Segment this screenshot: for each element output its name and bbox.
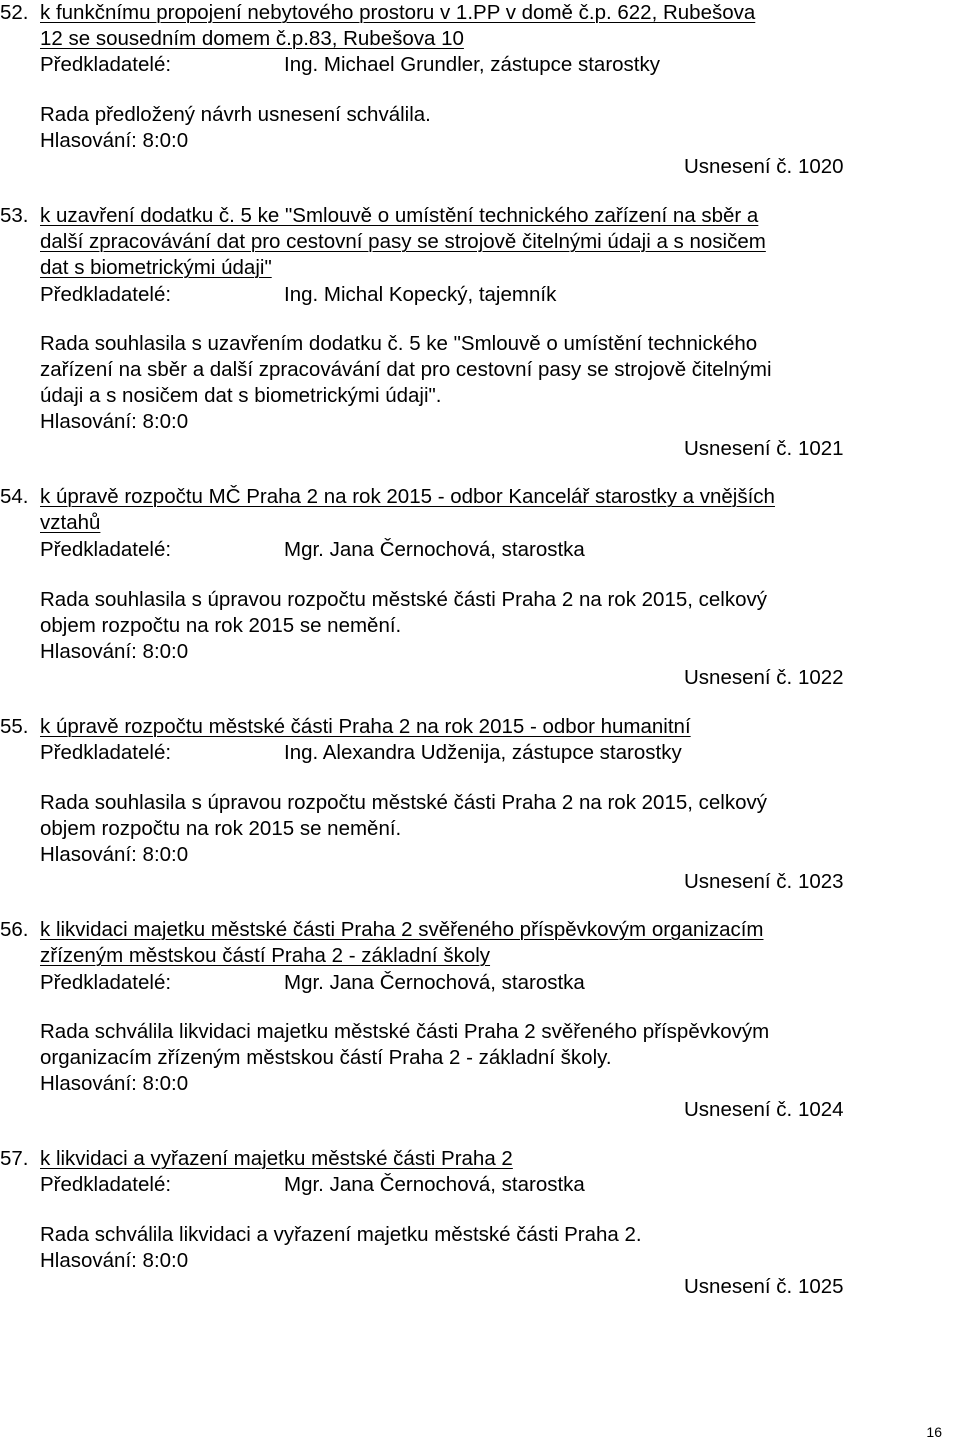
item-number: 53. [0, 204, 29, 227]
item-title: k likvidaci a vyřazení majetku městské části Praha 2 [40, 1147, 513, 1170]
item-title: k funkčnímu propojení nebytového prostoru v 1.PP v domě č.p. 622, Rubešova [40, 1, 756, 24]
resolution-text: zařízení na sběr a další zpracovávání dat pro cestovní pasy se strojově čitelnými [40, 358, 772, 381]
resolution-text: Rada předložený návrh usnesení schválila. [40, 103, 431, 126]
resolution-text: Rada schválila likvidaci a vyřazení majetku městské části Praha 2. [40, 1223, 642, 1246]
item-number: 56. [0, 918, 29, 941]
resolution-text: objem rozpočtu na rok 2015 se nemění. [40, 614, 402, 637]
presenter-name: Ing. Michal Kopecký, tajemník [284, 283, 557, 306]
presenter-name: Mgr. Jana Černochová, starostka [284, 971, 585, 994]
item-title: k likvidaci majetku městské části Praha 2 svěřeného příspěvkovým organizacím [40, 918, 764, 941]
resolution-text: Rada souhlasila s úpravou rozpočtu městské části Praha 2 na rok 2015, celkový [40, 791, 767, 814]
presenter-name: Mgr. Jana Černochová, starostka [284, 538, 585, 561]
item-number: 52. [0, 1, 29, 24]
item-number: 54. [0, 485, 29, 508]
presenter-label: Předkladatelé: [40, 1173, 172, 1196]
presenter-line [40, 52, 910, 78]
resolution-number: Usnesení č. 1020 [684, 155, 844, 178]
presenter-label: Předkladatelé: [40, 283, 172, 306]
item-number: 55. [0, 715, 29, 738]
resolution-number: Usnesení č. 1025 [684, 1275, 844, 1298]
resolution-number: Usnesení č. 1021 [684, 437, 844, 460]
vote-result: Hlasování: 8:0:0 [40, 129, 189, 152]
item-title: další zpracovávání dat pro cestovní pasy se strojově čitelnými údaji a s nosičem [40, 230, 766, 253]
vote-result: Hlasování: 8:0:0 [40, 1072, 189, 1095]
resolution-text: organizacím zřízeným městskou částí Praha 2 - základní školy. [40, 1046, 612, 1069]
presenter-line [40, 740, 910, 766]
presenter-label: Předkladatelé: [40, 741, 172, 764]
item-title: dat s biometrickými údaji" [40, 256, 272, 279]
resolution-text: Rada schválila likvidaci majetku městské části Praha 2 svěřeného příspěvkovým [40, 1020, 770, 1043]
vote-result: Hlasování: 8:0:0 [40, 843, 189, 866]
presenter-line [40, 537, 910, 563]
item-title: 12 se sousedním domem č.p.83, Rubešova 10 [40, 27, 464, 50]
vote-result: Hlasování: 8:0:0 [40, 410, 189, 433]
resolution-text: Rada souhlasila s úpravou rozpočtu městské části Praha 2 na rok 2015, celkový [40, 588, 767, 611]
resolution-text: objem rozpočtu na rok 2015 se nemění. [40, 817, 402, 840]
resolution-number: Usnesení č. 1022 [684, 666, 844, 689]
presenter-name: Ing. Michael Grundler, zástupce starostky [284, 53, 661, 76]
vote-result: Hlasování: 8:0:0 [40, 1249, 189, 1272]
vote-result: Hlasování: 8:0:0 [40, 640, 189, 663]
presenter-label: Předkladatelé: [40, 53, 172, 76]
presenter-name: Mgr. Jana Černochová, starostka [284, 1173, 585, 1196]
presenter-name: Ing. Alexandra Udženija, zástupce starostky [284, 741, 682, 764]
resolution-text: Rada souhlasila s uzavřením dodatku č. 5 ke "Smlouvě o umístění technického [40, 332, 758, 355]
item-number: 57. [0, 1147, 29, 1170]
presenter-label: Předkladatelé: [40, 971, 172, 994]
resolution-number: Usnesení č. 1023 [684, 870, 844, 893]
item-title: k úpravě rozpočtu městské části Praha 2 na rok 2015 - odbor humanitní [40, 715, 691, 738]
item-title: zřízeným městskou částí Praha 2 - základní školy [40, 944, 491, 967]
item-title: k úpravě rozpočtu MČ Praha 2 na rok 2015 - odbor Kancelář starostky a vnějších [40, 485, 775, 508]
presenter-line [40, 970, 910, 996]
presenter-line [40, 1172, 910, 1198]
item-title: vztahů [40, 511, 101, 534]
page-number: 16 [926, 1424, 942, 1440]
resolution-number: Usnesení č. 1024 [684, 1098, 844, 1121]
item-title: k uzavření dodatku č. 5 ke "Smlouvě o umístění technického zařízení na sběr a [40, 204, 759, 227]
presenter-line [40, 282, 910, 308]
presenter-label: Předkladatelé: [40, 538, 172, 561]
resolution-text: údaji a s nosičem dat s biometrickými údaji". [40, 384, 442, 407]
